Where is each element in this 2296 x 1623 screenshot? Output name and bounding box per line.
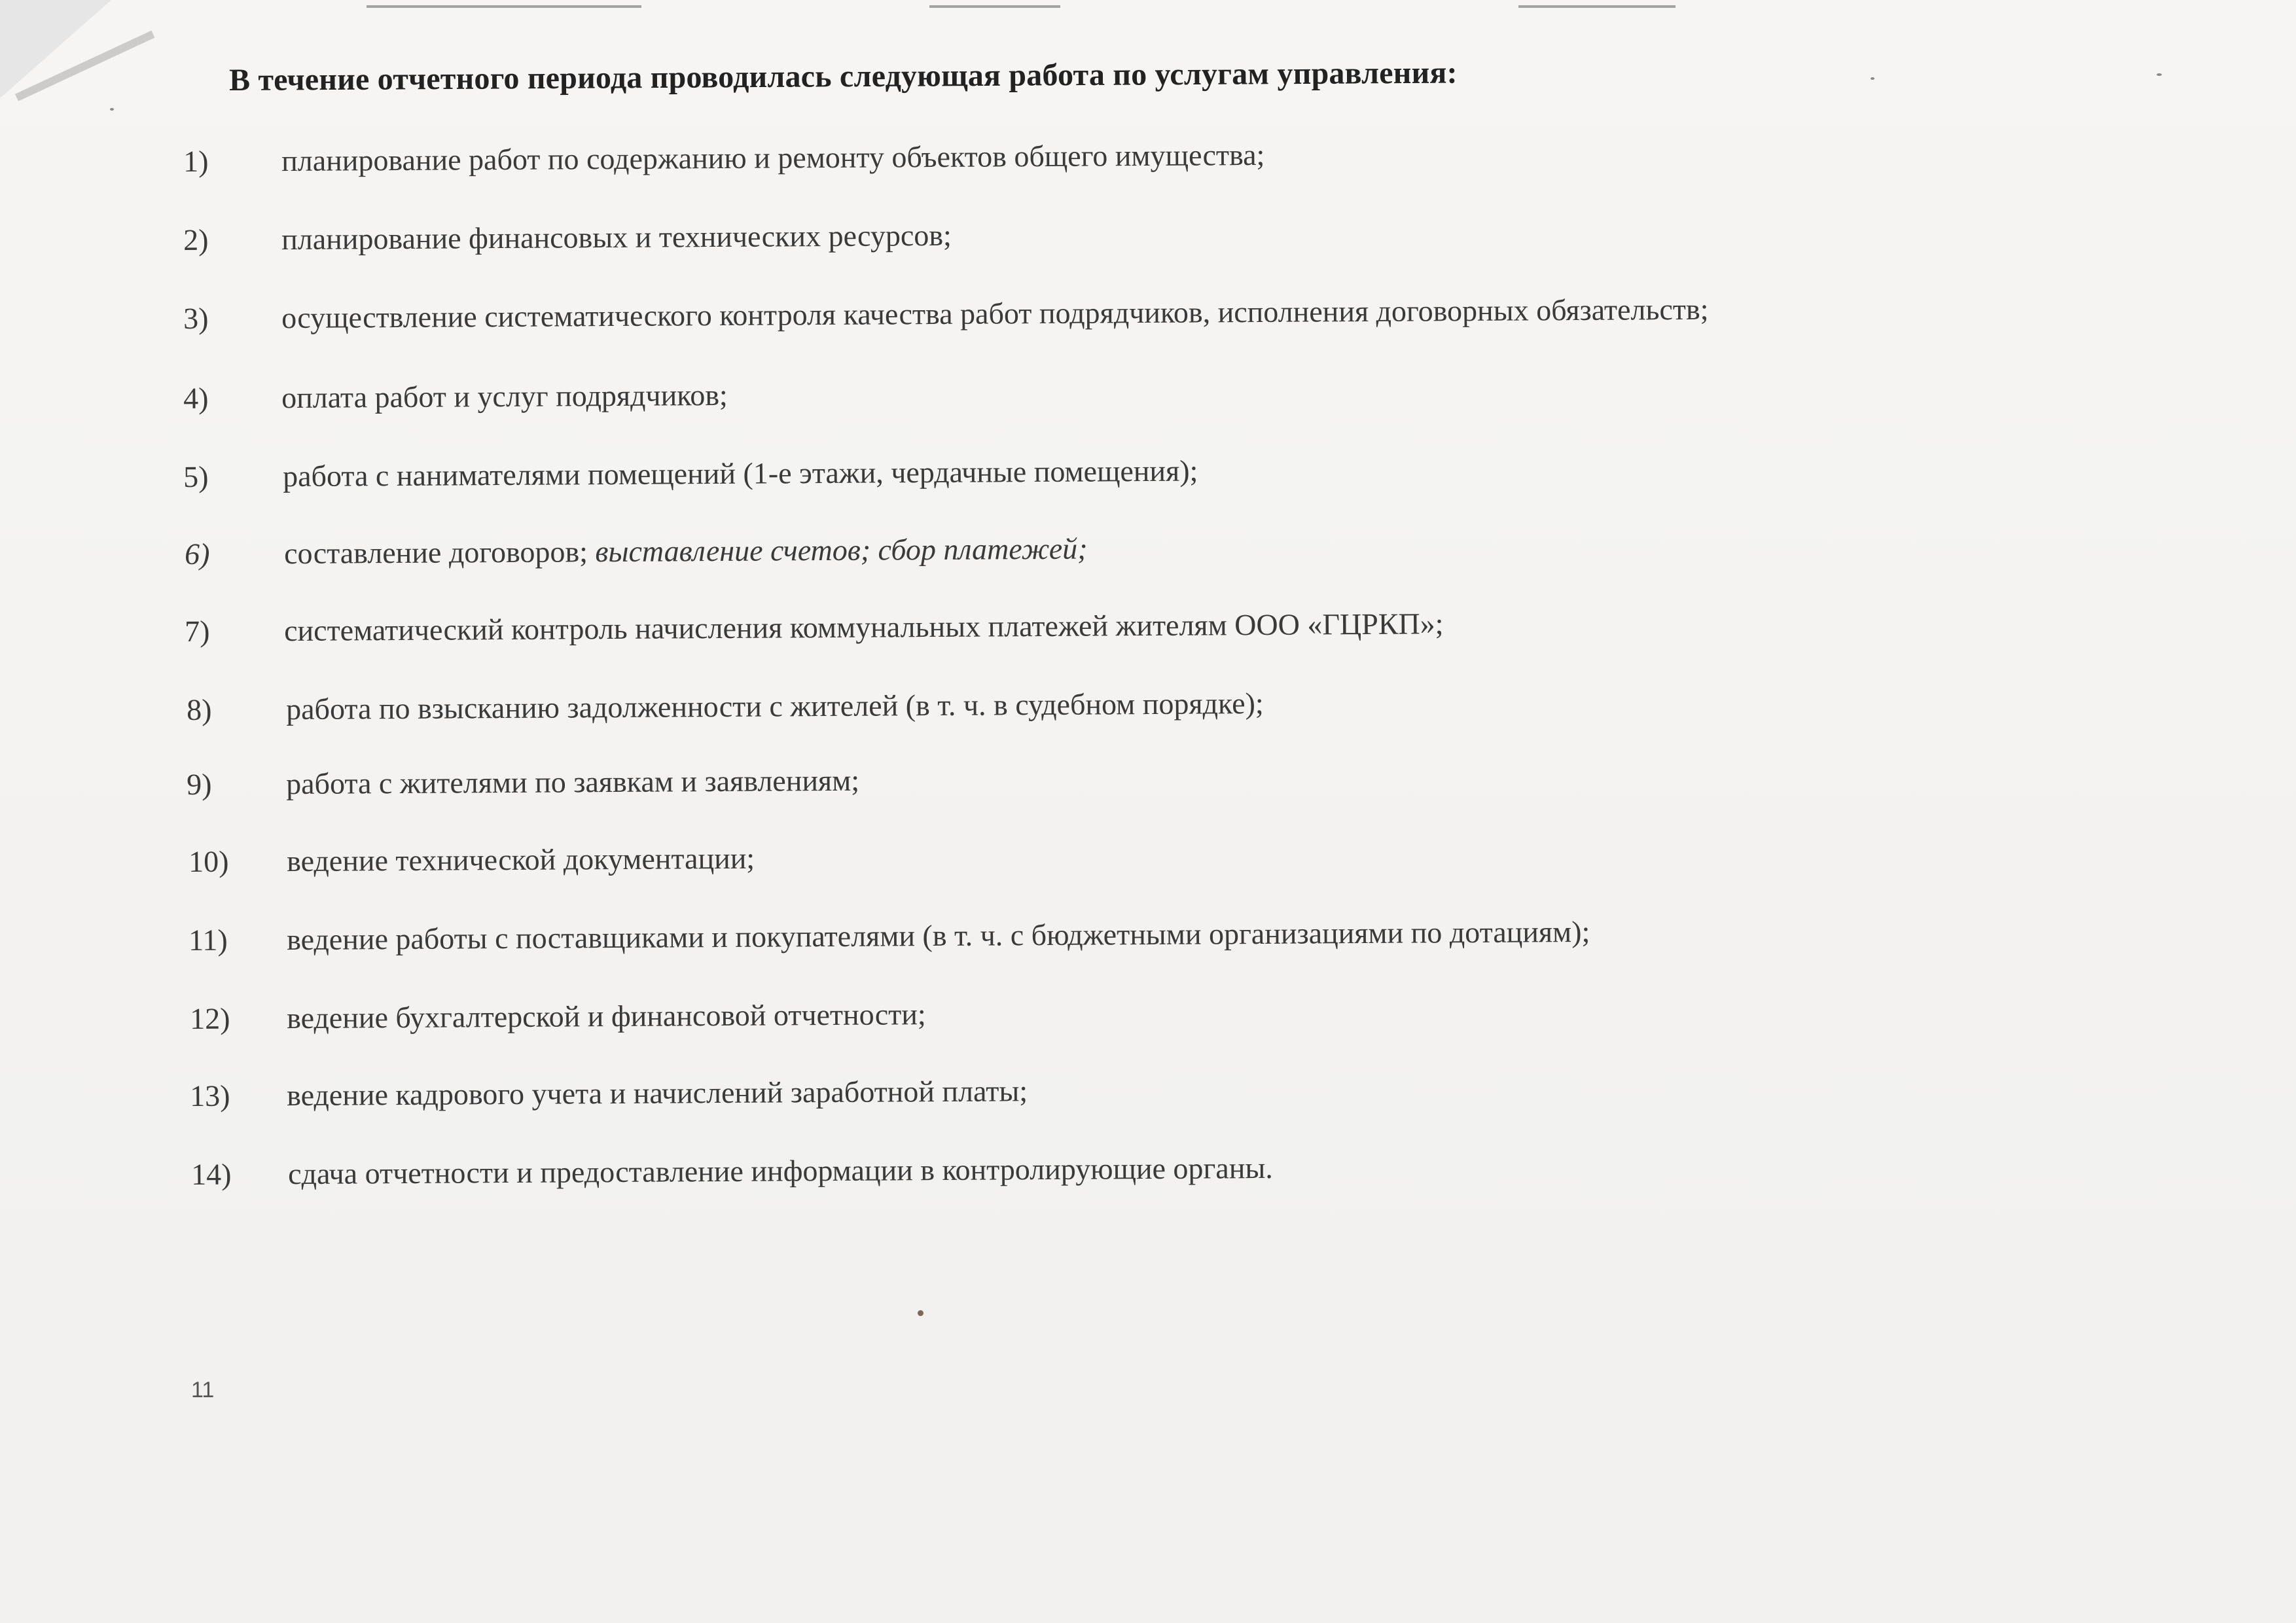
top-edge-mark — [367, 5, 641, 8]
item-text: оплата работ и услуг подрядчиков; — [281, 378, 728, 415]
item-text: работа по взысканию задолженности с жителей (в т. ч. в судебном порядке); — [286, 686, 1264, 726]
item-number: 14) — [191, 1157, 232, 1191]
document-heading: В течение отчетного периода проводилась следующая работа по услугам управления: — [228, 55, 1458, 98]
item-number: 3) — [183, 301, 209, 335]
item-text: ведение технической документации; — [287, 841, 755, 878]
scan-speck — [110, 108, 114, 111]
item-number: 9) — [187, 767, 212, 801]
item-text-italic: выставление счетов; сбор платежей; — [595, 531, 1088, 569]
item-text: планирование финансовых и технических ресурсов; — [281, 218, 952, 257]
scan-speck — [918, 1310, 924, 1316]
item-text: сдача отчетности и предоставление информации в контролирующие органы. — [288, 1150, 1273, 1191]
scan-speck — [2157, 73, 2162, 76]
top-edge-mark — [929, 5, 1060, 8]
item-number: 5) — [183, 459, 209, 493]
scan-speck — [1871, 77, 1874, 80]
item-text — [284, 531, 1088, 571]
item-number: 11) — [188, 923, 228, 957]
item-number: 1) — [183, 144, 209, 178]
item-number: 12) — [190, 1001, 230, 1035]
item-text: работа с нанимателями помещений (1-е этажи, чердачные помещения); — [283, 454, 1198, 493]
item-text: ведение бухгалтерской и финансовой отчетности; — [287, 997, 926, 1035]
item-number: 6) — [185, 537, 210, 571]
top-edge-mark — [1518, 5, 1676, 8]
item-number: 10) — [188, 844, 229, 878]
item-number: 2) — [183, 223, 209, 257]
item-number: 8) — [187, 692, 212, 726]
item-text-regular: составление договоров; — [284, 535, 596, 571]
item-text: планирование работ по содержанию и ремонту объектов общего имущества; — [281, 137, 1265, 178]
item-number: 7) — [185, 614, 210, 648]
item-text: работа с жителями по заявкам и заявлениям; — [286, 763, 860, 801]
item-text: систематический контроль начисления коммунальных платежей жителям ООО «ГЦРКП»; — [284, 607, 1444, 648]
item-text: ведение кадрового учета и начислений заработной платы; — [287, 1074, 1028, 1113]
item-number: 4) — [183, 381, 209, 415]
item-text: осуществление систематического контроля качества работ подрядчиков, исполнения договорных обязательств; — [281, 292, 1709, 335]
page-number: 11 — [191, 1378, 215, 1402]
item-number: 13) — [190, 1079, 230, 1113]
item-text: ведение работы с поставщиками и покупателями (в т. ч. с бюджетными организациями по дотациям); — [287, 914, 1590, 957]
